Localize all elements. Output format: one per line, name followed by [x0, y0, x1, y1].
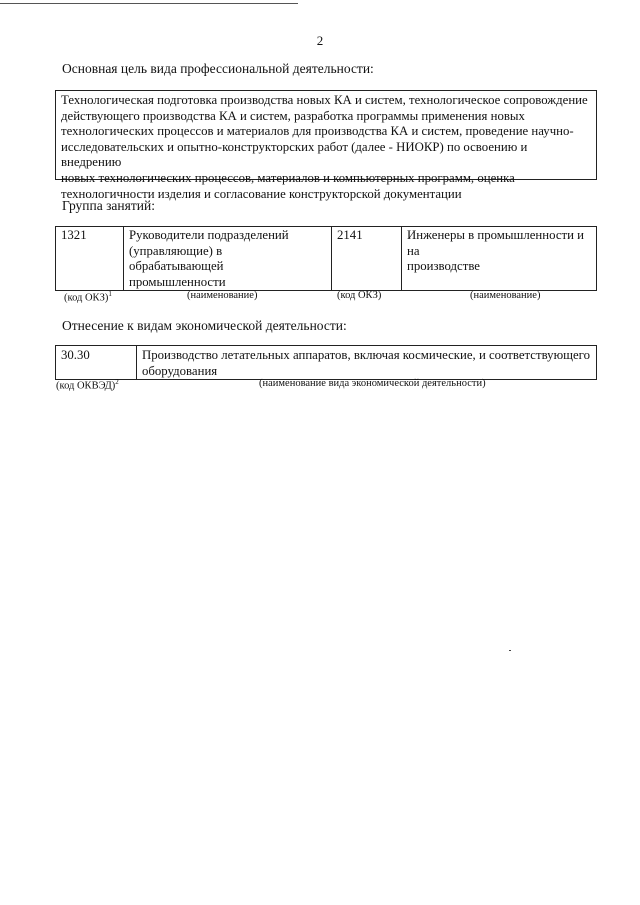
okved-name-cell	[137, 346, 597, 380]
okz-code-caption: (код ОКЗ)$^1$	[64, 290, 112, 304]
footnote-marker: 1	[108, 290, 112, 298]
okz-name-caption: (наименование)	[470, 290, 541, 301]
okved-name-caption: (наименование вида экономической деятельности)	[259, 378, 486, 389]
scan-speck	[509, 650, 511, 651]
purpose-box	[55, 90, 597, 201]
okved-code: 30.30	[61, 348, 90, 362]
occupations-table	[55, 226, 597, 291]
okved-code-cell	[56, 346, 137, 380]
footnote-marker: 2	[115, 378, 119, 386]
purpose-heading: Основная цель вида профессиональной деятельности:	[62, 61, 374, 76]
okz-name-line: Инженеры в промышленности и на	[407, 228, 585, 258]
okz-name-line: промышленности	[129, 274, 226, 289]
okved-code-caption: (код ОКВЭД)$^2$	[56, 378, 119, 392]
okz-name-line: Руководители подразделений	[129, 228, 289, 242]
page-number: 2	[316, 33, 324, 48]
okz-name-line: производстве	[407, 259, 480, 274]
table-row	[56, 346, 597, 380]
activity-table	[55, 345, 597, 380]
purpose-line: технологичности изделия и согласование конструкторской документации	[61, 186, 462, 201]
occupations-heading: Группа занятий:	[62, 198, 155, 213]
table-row	[56, 227, 597, 291]
purpose-line: действующего производства КА и систем, разработка программы применения новых	[61, 108, 525, 123]
okz-code-cell	[56, 227, 124, 291]
activity-heading: Отнесение к видам экономической деятельности:	[62, 318, 347, 333]
okved-name-line: оборудования	[142, 363, 218, 378]
okz-code: 2141	[337, 228, 363, 242]
okz-name-cell	[124, 227, 332, 291]
purpose-line: новых технологических процессов, материалов и компьютерных программ, оценка	[61, 170, 515, 185]
okz-name-cell	[402, 227, 597, 291]
purpose-line: Технологическая подготовка производства новых КА и систем, технологическое сопровождение	[61, 93, 588, 107]
okz-code: 1321	[61, 228, 87, 242]
purpose-line: технологических процессов и материалов для производства КА и систем, проведение научно-	[61, 124, 574, 139]
okz-name-line: обрабатывающей	[129, 259, 224, 274]
okved-name-line: Производство летательных аппаратов, включая космические, и соответствующего	[142, 348, 590, 362]
okz-name-line: (управляющие) в	[129, 243, 223, 258]
top-rule	[0, 3, 298, 4]
purpose-line: исследовательских и опытно-конструкторских работ (далее - НИОКР) по освоению и внедрению	[61, 139, 528, 170]
okz-name-caption: (наименование)	[187, 290, 258, 301]
okz-code-caption: (код ОКЗ)	[337, 290, 382, 301]
okz-code-cell	[332, 227, 402, 291]
